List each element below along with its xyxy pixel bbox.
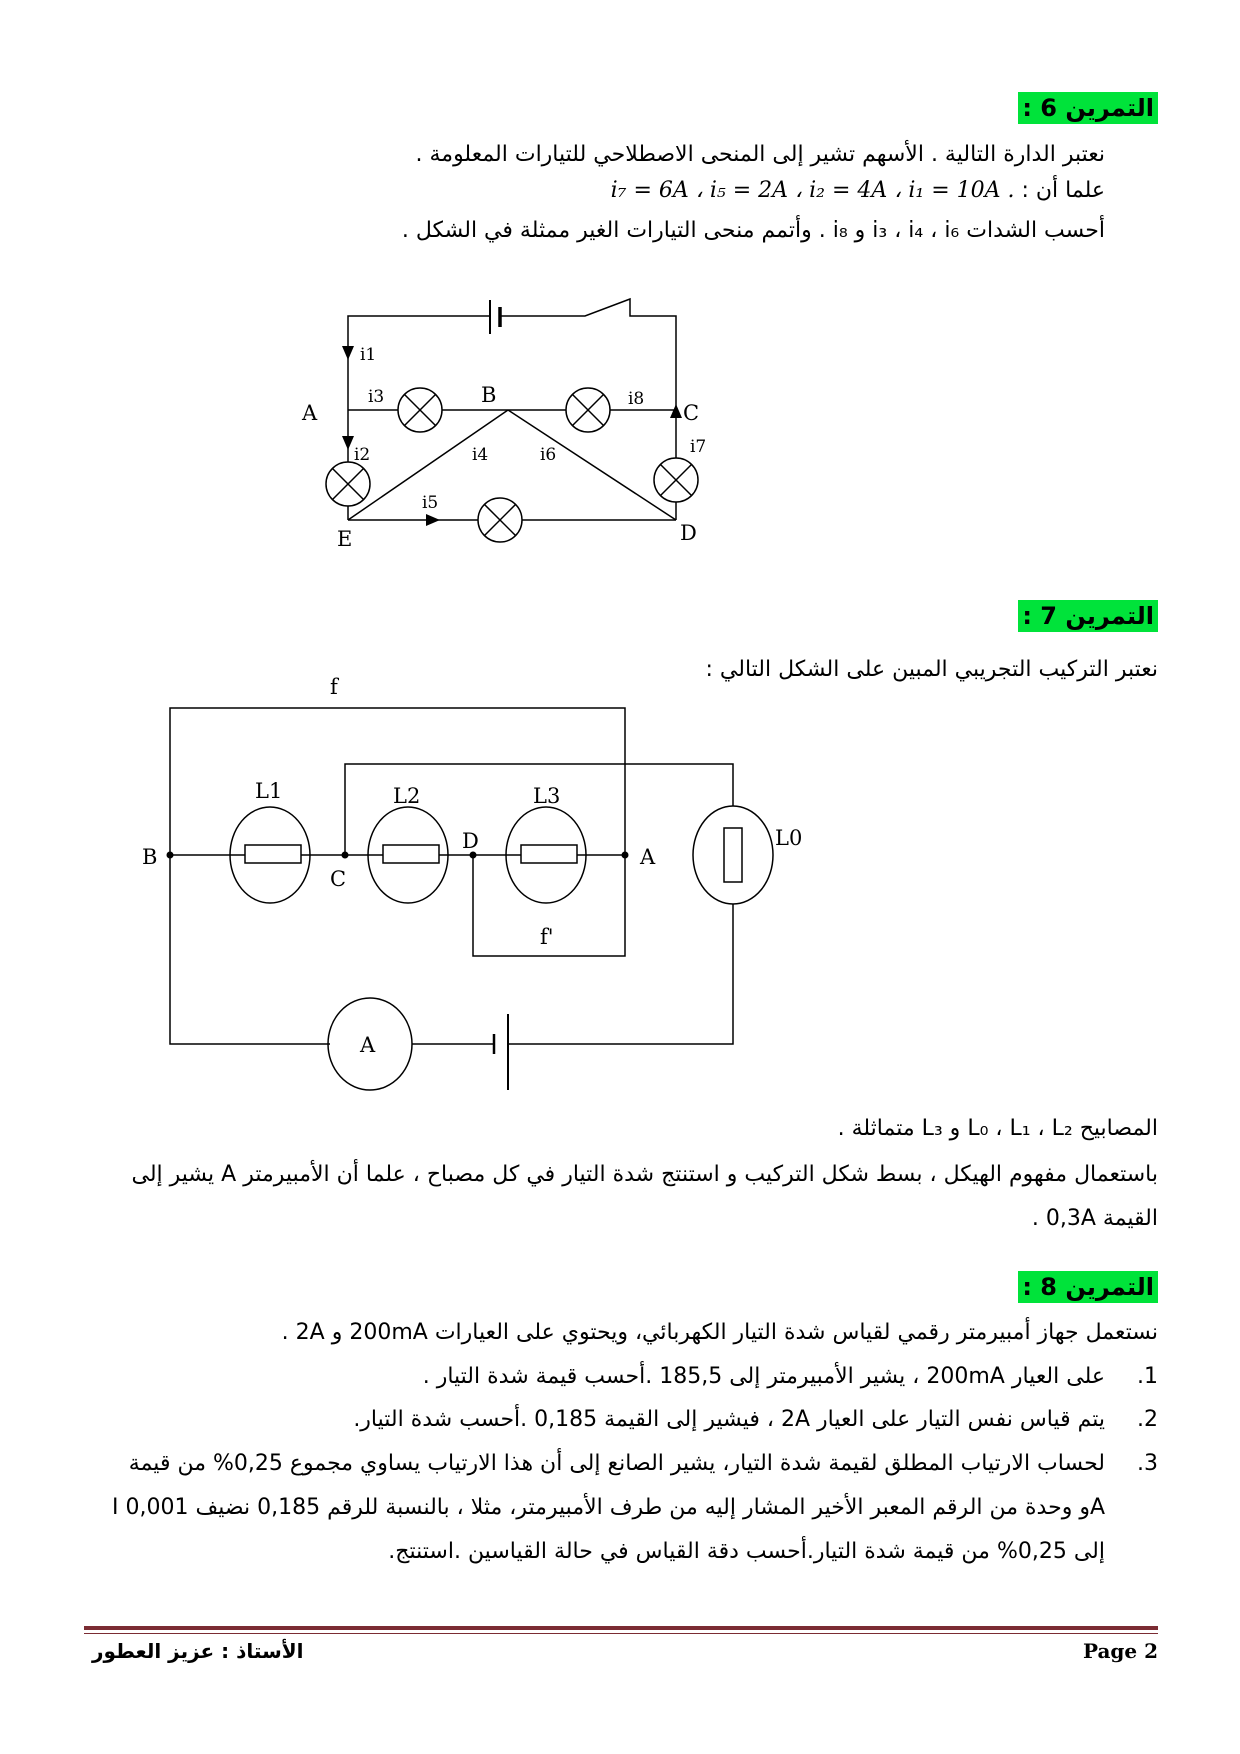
ex8-item3-line2: I و وحدة من الرقم المعبر الأخير المشار إليه من طرف الأمبيرمتر، مثلا ، بالنسبة للرقم 0,185 نضيف 0,001A [112, 1495, 1105, 1520]
exercise-8-heading: التمرين 8 : [1018, 1271, 1158, 1303]
wire-b-ammeter [170, 855, 330, 1044]
ex8-item3-text: لحساب الارتياب المطلق لقيمة شدة التيار، يشير الصانع إلى أن هذا الارتياب يساوي مجموع 0,25% من قيمة [128, 1451, 1105, 1476]
wire-b-d [508, 410, 676, 520]
label-L2: L2 [393, 784, 421, 808]
lamp-e-d [478, 498, 522, 542]
current-i8: i8 [628, 389, 645, 409]
ex8-item3-line3: إلى 0,25% من قيمة شدة التيار.أحسب دقة القياس في حالة القياسين .استنتج. [388, 1539, 1105, 1564]
node7-B: B [142, 845, 158, 869]
ex7-line2: المصابيح L₀ ، L₁ ، L₂ و L₃ متماثلة . [837, 1116, 1158, 1141]
ex6-given-values: i₇ = 6A ، i₅ = 2A ، i₂ = 4A ، i₁ = 10A . [610, 178, 1015, 203]
ex8-intro: نستعمل جهاز أمبيرمتر رقمي لقياس شدة التيار الكهربائي، ويحتوي على العيارات 200mA و 2A . [281, 1320, 1158, 1345]
wire-f [170, 708, 625, 855]
current-i2: i2 [354, 445, 371, 465]
arrow-i5 [426, 514, 440, 526]
ex8-item3-num: 3. [1137, 1451, 1158, 1476]
footer-rule-thick [84, 1626, 1158, 1630]
label-L3: L3 [533, 784, 561, 808]
junction-A [622, 852, 629, 859]
lamp-a-e [326, 462, 370, 506]
wire-top-right-switch [500, 299, 676, 418]
node7-C: C [330, 867, 347, 891]
ex6-line3: أحسب الشدات i₃ ، i₄ ، i₆ و i₈ . وأتمم منحى التيارات الغير ممثلة في الشكل . [401, 218, 1105, 243]
node-C: C [683, 401, 700, 425]
label-f-prime: f' [540, 925, 554, 949]
ex8-item1-num: 1. [1137, 1364, 1158, 1389]
node-B: B [481, 383, 497, 407]
ex7-line4: القيمة 0,3A . [1031, 1206, 1158, 1231]
wire-top-left [348, 316, 490, 440]
current-i6: i6 [540, 445, 557, 465]
footer-page-number: Page 2 [1082, 1639, 1158, 1663]
junction-C [342, 852, 349, 859]
footer-teacher: الأستاذ : عزيز العطور [92, 1639, 304, 1663]
label-L0: L0 [775, 826, 803, 850]
ex7-line1: نعتبر التركيب التجريبي المبين على الشكل التالي : [705, 657, 1158, 682]
exercise-7-heading: التمرين 7 : [1018, 600, 1158, 632]
current-i7: i7 [690, 437, 707, 457]
ammeter-label: A [360, 1033, 376, 1057]
node7-D: D [462, 829, 479, 853]
label-L1: L1 [255, 779, 283, 803]
ex6-line1: نعتبر الدارة التالية . الأسهم تشير إلى المنحى الاصطلاحي للتيارات المعلومة . [415, 142, 1105, 167]
footer-rule-thin [84, 1633, 1158, 1634]
junction-B [167, 852, 174, 859]
arrow-i7 [670, 404, 682, 418]
exercise-6-heading: التمرين 6 : [1018, 92, 1158, 124]
arrow-i2 [342, 436, 354, 450]
lamp-L3-filament [521, 845, 577, 863]
node7-A: A [640, 845, 656, 869]
lamp-L2-filament [383, 845, 439, 863]
node-A: A [302, 401, 318, 425]
current-i3: i3 [368, 387, 385, 407]
node-D: D [680, 521, 697, 545]
ex8-item2-text: يتم قياس نفس التيار على العيار 2A ، فيشير إلى القيمة 0,185 .أحسب شدة التيار. [353, 1407, 1105, 1432]
arrow-i1 [342, 346, 354, 360]
ex8-item1-text: على العيار 200mA ، يشير الأمبيرمتر إلى 185,5 .أحسب قيمة شدة التيار . [422, 1364, 1105, 1389]
node-E: E [337, 527, 353, 551]
ex7-line3: باستعمال مفهوم الهيكل ، بسط شكل التركيب و استنتج شدة التيار في كل مصباح ، علما أن الأمبيرمتر A يشير إلى [131, 1162, 1158, 1187]
lamp-c-d [654, 458, 698, 502]
wire-c-l0 [345, 764, 733, 855]
lamp-b-c [566, 388, 610, 432]
lamp-L1-filament [245, 845, 301, 863]
lamp-a-b [398, 388, 442, 432]
label-f: f [330, 675, 338, 699]
current-i4: i4 [472, 445, 489, 465]
current-i1: i1 [360, 345, 377, 365]
circuit-7-wires [170, 708, 773, 1090]
lamp-L0 [693, 806, 773, 904]
ex8-item2-num: 2. [1137, 1407, 1158, 1432]
current-i5: i5 [422, 493, 439, 513]
ex6-line2-prefix: علما أن : [1021, 178, 1105, 203]
lamp-L0-filament [724, 828, 742, 882]
